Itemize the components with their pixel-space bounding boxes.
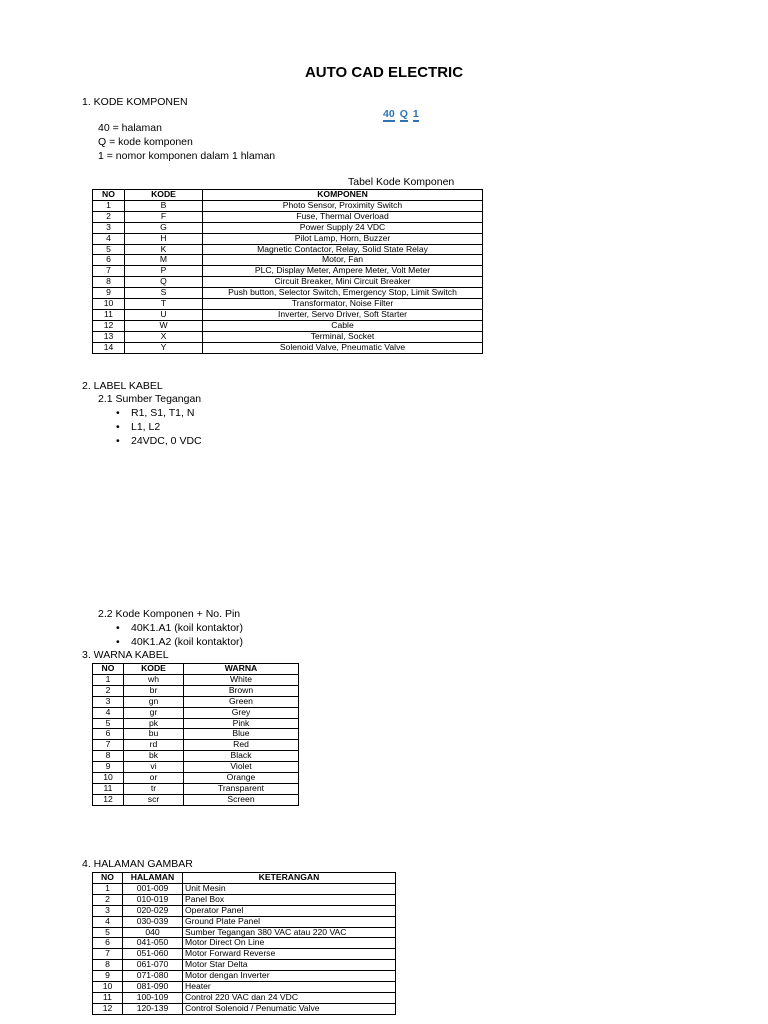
- header-komponen: KOMPONEN: [203, 190, 483, 201]
- table-cell: Transformator, Noise Filter: [203, 299, 483, 310]
- table-cell: vi: [124, 762, 184, 773]
- table-row: [93, 938, 396, 949]
- component-code-example: [383, 108, 419, 120]
- section-1-heading: 1. KODE KOMPONEN: [82, 96, 188, 108]
- table-row: [93, 244, 483, 255]
- table-cell: Photo Sensor, Proximity Switch: [203, 200, 483, 211]
- section-3-heading: 3. WARNA KABEL: [82, 649, 169, 661]
- table-cell: Motor Direct On Line: [183, 938, 396, 949]
- table-row: [93, 685, 299, 696]
- table-row: [93, 905, 396, 916]
- table-cell: W: [125, 320, 203, 331]
- table-row: [93, 762, 299, 773]
- table-cell: 071-080: [123, 971, 183, 982]
- table-cell: P: [125, 266, 203, 277]
- table-cell: Screen: [184, 794, 299, 805]
- code-page: 40: [383, 108, 395, 120]
- table-cell: Q: [125, 277, 203, 288]
- header-warna: WARNA: [184, 664, 299, 675]
- table-cell: 10: [93, 299, 125, 310]
- table-cell: 5: [93, 718, 124, 729]
- table-cell: Pink: [184, 718, 299, 729]
- table-cell: 2: [93, 211, 125, 222]
- table-cell: Inverter, Servo Driver, Soft Starter: [203, 309, 483, 320]
- table-row: [93, 222, 483, 233]
- table-row: [93, 233, 483, 244]
- table-row: [93, 299, 483, 310]
- table-row: [93, 718, 299, 729]
- table-cell: 010-019: [123, 894, 183, 905]
- table-row: [93, 982, 396, 993]
- code-number: 1: [412, 108, 419, 120]
- table-cell: Terminal, Socket: [203, 331, 483, 342]
- table-cell: Green: [184, 696, 299, 707]
- table-cell: 1: [93, 883, 123, 894]
- table-cell: scr: [124, 794, 184, 805]
- table-cell: 001-009: [123, 883, 183, 894]
- code-component: Q: [399, 108, 408, 120]
- table-cell: Ground Plate Panel: [183, 916, 396, 927]
- table-cell: tr: [124, 783, 184, 794]
- table-row: [93, 729, 299, 740]
- table-cell: 020-029: [123, 905, 183, 916]
- table-cell: Heater: [183, 982, 396, 993]
- table-cell: 5: [93, 244, 125, 255]
- table-row: [93, 342, 483, 353]
- table-cell: 1: [93, 200, 125, 211]
- table-cell: 9: [93, 971, 123, 982]
- table-cell: 12: [93, 794, 124, 805]
- table-cell: Motor Forward Reverse: [183, 949, 396, 960]
- table-cell: Control Solenoid / Penumatic Valve: [183, 1003, 396, 1014]
- table-cell: Unit Mesin: [183, 883, 396, 894]
- table-cell: 3: [93, 905, 123, 916]
- table-cell: Pilot Lamp, Horn, Buzzer: [203, 233, 483, 244]
- table-cell: 11: [93, 309, 125, 320]
- table-cell: Power Supply 24 VDC: [203, 222, 483, 233]
- legend-line: Q = kode komponen: [98, 136, 193, 148]
- table-cell: 10: [93, 773, 124, 784]
- table-cell: bu: [124, 729, 184, 740]
- table-row: [93, 740, 299, 751]
- table-cell: 9: [93, 762, 124, 773]
- table-cell: 7: [93, 740, 124, 751]
- legend-line: 40 = halaman: [98, 122, 162, 134]
- table-row: [93, 255, 483, 266]
- table-row: [93, 971, 396, 982]
- drawing-page-table: [92, 872, 396, 1015]
- table-row: [93, 266, 483, 277]
- table-row: [93, 960, 396, 971]
- table-row: [93, 773, 299, 784]
- table-cell: 100-109: [123, 992, 183, 1003]
- table-cell: Brown: [184, 685, 299, 696]
- table-row: [93, 894, 396, 905]
- table-caption: Tabel Kode Komponen: [348, 176, 455, 188]
- table-cell: 7: [93, 266, 125, 277]
- table-cell: 4: [93, 233, 125, 244]
- table-cell: Motor Star Delta: [183, 960, 396, 971]
- table-cell: M: [125, 255, 203, 266]
- header-no: NO: [93, 190, 125, 201]
- table-cell: Cable: [203, 320, 483, 331]
- table-cell: 2: [93, 894, 123, 905]
- table-cell: X: [125, 331, 203, 342]
- legend-line: 1 = nomor komponen dalam 1 hlaman: [98, 150, 276, 162]
- table-row: [93, 751, 299, 762]
- table-cell: Blue: [184, 729, 299, 740]
- table-cell: 6: [93, 255, 125, 266]
- table-cell: 4: [93, 707, 124, 718]
- table-cell: 10: [93, 982, 123, 993]
- subsection-2-1: 2.1 Sumber Tegangan: [98, 393, 202, 405]
- table-cell: Red: [184, 740, 299, 751]
- list-item: • L1, L2: [131, 420, 160, 434]
- table-row: [93, 783, 299, 794]
- header-kode: KODE: [125, 190, 203, 201]
- table-cell: Y: [125, 342, 203, 353]
- list-item: • 40K1.A2 (koil kontaktor): [131, 635, 243, 649]
- table-cell: Control 220 VAC dan 24 VDC: [183, 992, 396, 1003]
- list-item: • R1, S1, T1, N: [131, 406, 194, 420]
- table-cell: 6: [93, 729, 124, 740]
- table-row: [93, 949, 396, 960]
- table-cell: Panel Box: [183, 894, 396, 905]
- table-cell: Black: [184, 751, 299, 762]
- table-cell: Solenoid Valve, Pneumatic Valve: [203, 342, 483, 353]
- table-cell: 13: [93, 331, 125, 342]
- table-cell: 9: [93, 288, 125, 299]
- header-kode: KODE: [124, 664, 184, 675]
- table-cell: G: [125, 222, 203, 233]
- table-cell: Circuit Breaker, Mini Circuit Breaker: [203, 277, 483, 288]
- table-row: [93, 883, 396, 894]
- table-cell: Grey: [184, 707, 299, 718]
- table-cell: wh: [124, 674, 184, 685]
- table-cell: H: [125, 233, 203, 244]
- table-cell: gn: [124, 696, 184, 707]
- table-cell: 8: [93, 960, 123, 971]
- table-cell: White: [184, 674, 299, 685]
- section-4-heading: 4. HALAMAN GAMBAR: [82, 858, 193, 870]
- table-cell: 5: [93, 927, 123, 938]
- table-cell: 041-050: [123, 938, 183, 949]
- page-title: AUTO CAD ELECTRIC: [304, 64, 464, 81]
- table-row: [93, 992, 396, 1003]
- table-row: [93, 1003, 396, 1014]
- table-cell: 1: [93, 674, 124, 685]
- table-cell: B: [125, 200, 203, 211]
- table-cell: 2: [93, 685, 124, 696]
- table-cell: or: [124, 773, 184, 784]
- header-no: NO: [93, 664, 124, 675]
- table-row: [93, 277, 483, 288]
- table-cell: S: [125, 288, 203, 299]
- table-cell: 8: [93, 277, 125, 288]
- table-row: [93, 211, 483, 222]
- table-cell: Fuse, Thermal Overload: [203, 211, 483, 222]
- table-cell: Push button, Selector Switch, Emergency Stop, Limit Switch: [203, 288, 483, 299]
- table-cell: F: [125, 211, 203, 222]
- table-cell: Transparent: [184, 783, 299, 794]
- table-header-row: [93, 190, 483, 201]
- subsection-2-2: 2.2 Kode Komponen + No. Pin: [98, 608, 241, 620]
- table-cell: 081-090: [123, 982, 183, 993]
- table-cell: 051-060: [123, 949, 183, 960]
- table-cell: Magnetic Contactor, Relay, Solid State Relay: [203, 244, 483, 255]
- table-row: [93, 707, 299, 718]
- table-cell: pk: [124, 718, 184, 729]
- table-cell: 4: [93, 916, 123, 927]
- table-row: [93, 916, 396, 927]
- table-row: [93, 200, 483, 211]
- table-cell: gr: [124, 707, 184, 718]
- table-cell: 11: [93, 783, 124, 794]
- list-item: • 40K1.A1 (koil kontaktor): [131, 621, 243, 635]
- table-row: [93, 331, 483, 342]
- table-cell: 12: [93, 320, 125, 331]
- table-cell: bk: [124, 751, 184, 762]
- table-cell: 12: [93, 1003, 123, 1014]
- table-cell: 3: [93, 696, 124, 707]
- table-cell: K: [125, 244, 203, 255]
- table-cell: 3: [93, 222, 125, 233]
- table-cell: U: [125, 309, 203, 320]
- section-2-heading: 2. LABEL KABEL: [82, 380, 163, 392]
- table-row: [93, 927, 396, 938]
- table-cell: Sumber Tegangan 380 VAC atau 220 VAC: [183, 927, 396, 938]
- table-cell: Motor dengan Inverter: [183, 971, 396, 982]
- table-cell: 11: [93, 992, 123, 1003]
- header-no: NO: [93, 873, 123, 884]
- table-cell: Orange: [184, 773, 299, 784]
- table-cell: 120-139: [123, 1003, 183, 1014]
- table-cell: 14: [93, 342, 125, 353]
- table-cell: 061-070: [123, 960, 183, 971]
- table-cell: 030-039: [123, 916, 183, 927]
- table-cell: Violet: [184, 762, 299, 773]
- table-cell: br: [124, 685, 184, 696]
- table-header-row: [93, 873, 396, 884]
- table-row: [93, 794, 299, 805]
- table-header-row: [93, 664, 299, 675]
- table-cell: 040: [123, 927, 183, 938]
- table-cell: Motor, Fan: [203, 255, 483, 266]
- header-halaman: HALAMAN: [123, 873, 183, 884]
- table-row: [93, 288, 483, 299]
- cable-color-table: [92, 663, 299, 806]
- header-keterangan: KETERANGAN: [183, 873, 396, 884]
- component-code-table: [92, 189, 483, 354]
- table-cell: T: [125, 299, 203, 310]
- table-cell: 6: [93, 938, 123, 949]
- table-row: [93, 696, 299, 707]
- table-cell: 7: [93, 949, 123, 960]
- table-cell: rd: [124, 740, 184, 751]
- table-row: [93, 309, 483, 320]
- table-cell: Operator Panel: [183, 905, 396, 916]
- table-row: [93, 320, 483, 331]
- table-cell: 8: [93, 751, 124, 762]
- list-item: • 24VDC, 0 VDC: [131, 434, 202, 448]
- table-cell: PLC, Display Meter, Ampere Meter, Volt Meter: [203, 266, 483, 277]
- table-row: [93, 674, 299, 685]
